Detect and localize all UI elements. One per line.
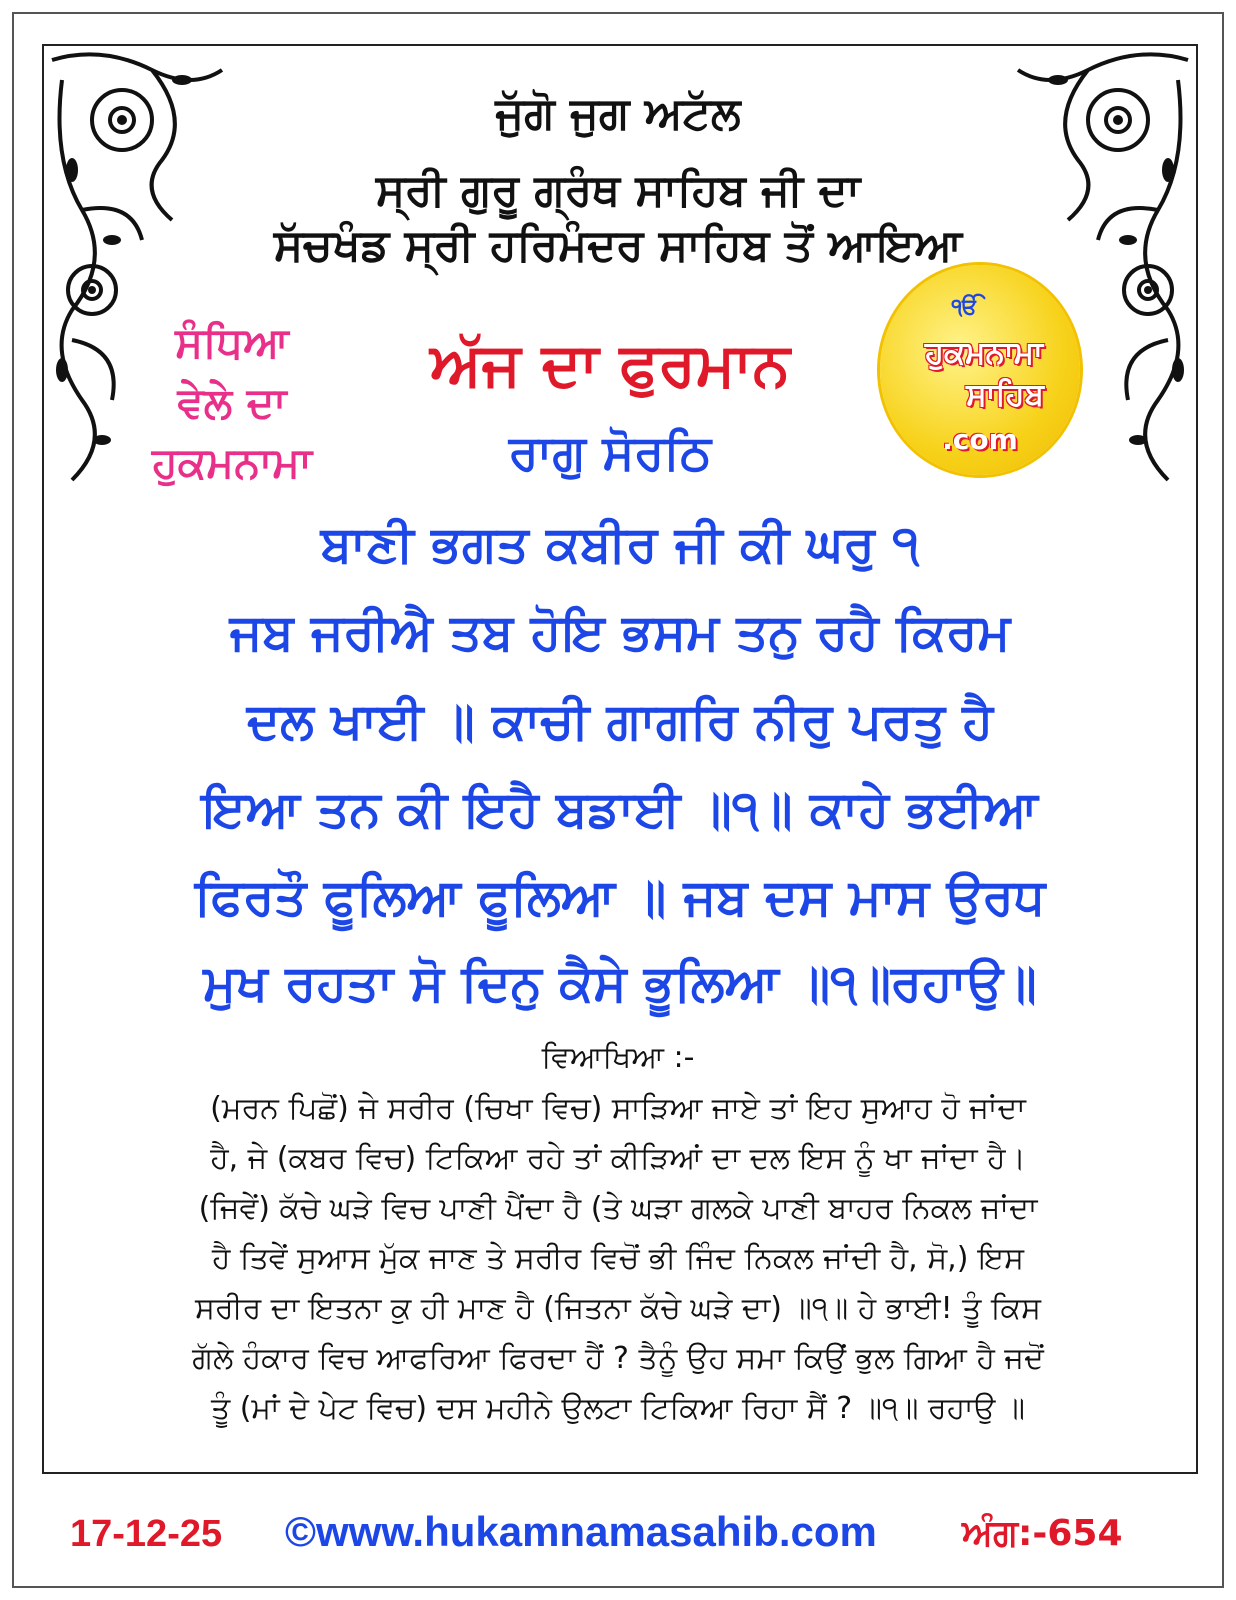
website-link[interactable]: ©www.hukamnamasahib.com: [285, 1508, 877, 1555]
header-line-1: ਜੁੱਗੋ ਜੁਗ ਅਟੱਲ: [495, 88, 741, 139]
logo-text-line-3: .com: [942, 423, 1018, 456]
hukamnama-sahib-logo: [880, 265, 1090, 485]
shabad-line: ਮੁਖ ਰਹਤਾ ਸੋ ਦਿਨੁ ਕੈਸੇ ਭੂਲਿਆ ॥੧॥ਰਹਾਉ॥: [203, 954, 1037, 1012]
explanation-line: (ਮਰਨ ਪਿਛੋਂ) ਜੇ ਸਰੀਰ (ਚਿਖਾ ਵਿਚ) ਸਾੜਿਆ ਜਾਏ ਤਾਂ ਇਹ ਸੁਆਹ ਹੋ ਜਾਂਦਾ: [210, 1091, 1026, 1126]
logo-text-line-1: ਹੁਕਮਨਾਮਾ: [924, 335, 1044, 371]
evening-label-line-2: ਵੇਲੇ ਦਾ: [177, 378, 287, 427]
evening-label-line-3: ਹੁਕਮਨਾਮਾ: [152, 438, 312, 487]
shabad-line: ਬਾਣੀ ਭਗਤ ਕਬੀਰ ਜੀ ਕੀ ਘਰੁ ੧: [320, 515, 920, 573]
explanation-line: ਗੱਲੇ ਹੰਕਾਰ ਵਿਚ ਆਫਰਿਆ ਫਿਰਦਾ ਹੈਂ ? ਤੈਨੂੰ ਉਹ ਸਮਾ ਕਿਉਂ ਭੁਲ ਗਿਆ ਹੈ ਜਦੋਂ: [192, 1341, 1044, 1376]
header-line-3: ਸੱਚਖੰਡ ਸ੍ਰੀ ਹਰਿਮੰਦਰ ਸਾਹਿਬ ਤੋਂ ਆਇਆ: [273, 220, 963, 271]
explanation-line: (ਜਿਵੇਂ) ਕੱਚੇ ਘੜੇ ਵਿਚ ਪਾਣੀ ਪੈਂਦਾ ਹੈ (ਤੇ ਘੜਾ ਗਲਕੇ ਪਾਣੀ ਬਾਹਰ ਨਿਕਲ ਜਾਂਦਾ: [198, 1191, 1038, 1226]
shabad-line: ਜਬ ਜਰੀਐ ਤਬ ਹੋਇ ਭਸਮ ਤਨੁ ਰਹੈ ਕਿਰਮ: [229, 603, 1011, 661]
evening-label-line-1: ਸੰਧਿਆ: [175, 318, 289, 367]
explanation-line: ਹੈ ਤਿਵੇਂ ਸੁਆਸ ਮੁੱਕ ਜਾਣ ਤੇ ਸਰੀਰ ਵਿਚੋਂ ਭੀ ਜਿੰਦ ਨਿਕਲ ਜਾਂਦੀ ਹੈ, ਸੋ,) ਇਸ: [211, 1241, 1024, 1276]
shabad-line: ਇਆ ਤਨ ਕੀ ਇਹੈ ਬਡਾਈ ॥੧॥ ਕਾਹੇ ਭਈਆ: [202, 780, 1038, 838]
shabad-line: ਦਲ ਖਾਈ ॥ ਕਾਚੀ ਗਾਗਰਿ ਨੀਰੁ ਪਰਤੁ ਹੈ: [246, 692, 994, 750]
raag-heading: ਰਾਗੁ ਸੋਰਠਿ: [508, 425, 712, 481]
explanation-line: ਤੂੰ (ਮਾਂ ਦੇ ਪੇਟ ਵਿਚ) ਦਸ ਮਹੀਨੇ ਉਲਟਾ ਟਿਕਿਆ ਰਿਹਾ ਸੈਂ ? ॥੧॥ ਰਹਾਉ ॥: [210, 1391, 1026, 1426]
shabad-line: ਫਿਰਤੌ ਫੂਲਿਆ ਫੂਲਿਆ ॥ ਜਬ ਦਸ ਮਾਸ ਉਰਧ: [194, 868, 1046, 926]
logo-text-line-2: ਸਾਹਿਬ: [966, 377, 1044, 413]
page-title: ਅੱਜ ਦਾ ਫੁਰਮਾਨ: [430, 330, 790, 400]
header-line-2: ਸ੍ਰੀ ਗੁਰੂ ਗ੍ਰੰਥ ਸਾਹਿਬ ਜੀ ਦਾ: [375, 165, 861, 216]
explanation-line: ਹੈ, ਜੇ (ਕਬਰ ਵਿਚ) ਟਿਕਿਆ ਰਹੇ ਤਾਂ ਕੀੜਿਆਂ ਦਾ ਦਲ ਇਸ ਨੂੰ ਖਾ ਜਾਂਦਾ ਹੈ।: [210, 1141, 1026, 1176]
explanation-heading: ਵਿਆਖਿਆ :-: [541, 1040, 695, 1075]
explanation-line: ਸਰੀਰ ਦਾ ਇਤਨਾ ਕੁ ਹੀ ਮਾਣ ਹੈ (ਜਿਤਨਾ ਕੱਚੇ ਘੜੇ ਦਾ) ॥੧॥ ਹੇ ਭਾਈ! ਤੂੰ ਕਿਸ: [195, 1291, 1041, 1326]
ik-onkar-icon: ੴ: [951, 295, 979, 320]
ang-number: ਅੰਗ:-654: [962, 1513, 1123, 1554]
date-label: 17-12-25: [70, 1513, 223, 1555]
